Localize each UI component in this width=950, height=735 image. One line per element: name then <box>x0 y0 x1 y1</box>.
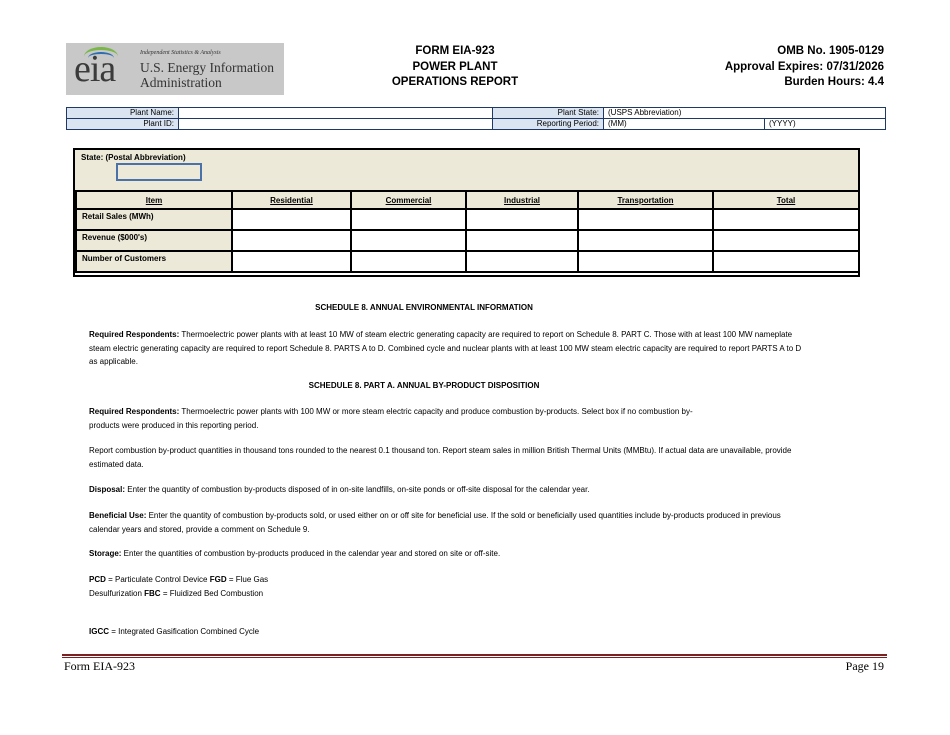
footer-page-number: Page 19 <box>845 659 884 673</box>
plant-state-label: Plant State: <box>493 108 604 119</box>
footer-divider <box>62 657 887 658</box>
logo-tagline: Independent Statistics & Analysis <box>140 50 221 56</box>
part-a-title: SCHEDULE 8. PART A. ANNUAL BY-PRODUCT DISPOSITION <box>308 381 540 390</box>
input-cell[interactable] <box>578 251 713 272</box>
disposal-text: Disposal: Enter the quantity of combustion by-products disposed of in on-site landfills, on-site ponds or off-site disposal for the calendar year. <box>89 485 590 494</box>
input-cell[interactable] <box>578 230 713 251</box>
input-cell[interactable] <box>713 209 859 230</box>
row-label: Revenue ($000's) <box>76 230 232 251</box>
input-cell[interactable] <box>232 230 351 251</box>
plant-name-label: Plant Name: <box>67 108 179 119</box>
plant-name-field[interactable] <box>179 108 493 119</box>
input-cell[interactable] <box>466 230 578 251</box>
storage-text: Storage: Enter the quantities of combustion by-products produced in the calendar year and stored on site or off-site. <box>89 549 501 558</box>
reporting-month-field[interactable]: (MM) <box>604 119 765 130</box>
omb-info: OMB No. 1905-0129 Approval Expires: 07/31/2026 Burden Hours: 4.4 <box>724 45 884 88</box>
table-row <box>76 209 859 230</box>
input-cell[interactable] <box>232 251 351 272</box>
input-cell[interactable] <box>466 209 578 230</box>
table-header-row <box>76 191 859 209</box>
schedule8-title: SCHEDULE 8. ANNUAL ENVIRONMENTAL INFORMATION <box>315 303 533 312</box>
beneficial-use-text: Beneficial Use: Enter the quantity of combustion by-products sold, or used either on or off site for beneficial use. If the sold or beneficially used quantities include by-products produced in previous calendar years and stored, provide a comment on Schedule 9. <box>89 511 781 534</box>
state-header <box>75 150 858 192</box>
input-cell[interactable] <box>466 251 578 272</box>
row-label: Retail Sales (MWh) <box>76 209 232 230</box>
input-cell[interactable] <box>232 209 351 230</box>
schedule8-required-respondents: Required Respondents: Thermoelectric power plants with at least 10 MW of steam electric generating capacity are required to report on Schedule 8. PART C. Those with at least 100 MW nameplate steam electric generating capacity are required to report Schedule 8. PARTS A to D. Combined cycle and nuclear plants with at least 100 MW steam electric capacity are required to report PARTS A to D as applicable. <box>89 330 802 366</box>
reporting-year-field[interactable]: (YYYY) <box>765 119 886 130</box>
input-cell[interactable] <box>713 230 859 251</box>
state-sales-section <box>73 148 860 277</box>
input-cell[interactable] <box>351 230 466 251</box>
footer-form-name: Form EIA-923 <box>64 659 135 673</box>
column-header: Residential <box>232 191 351 209</box>
plant-state-field[interactable]: (USPS Abbreviation) <box>604 108 886 119</box>
column-header: Industrial <box>466 191 578 209</box>
igcc-text: IGCC = Integrated Gasification Combined Cycle <box>89 627 260 636</box>
logo-org-name: U.S. Energy Information Administration <box>140 60 274 90</box>
state-label: State: (Postal Abbreviation) <box>81 153 186 162</box>
table-row <box>76 251 859 272</box>
logo-acronym: eia <box>74 48 116 90</box>
plant-id-field[interactable] <box>179 119 493 130</box>
eia-logo <box>66 43 284 95</box>
column-header: Commercial <box>351 191 466 209</box>
column-header: Transportation <box>578 191 713 209</box>
row-label: Number of Customers <box>76 251 232 272</box>
part-a-required-respondents: Required Respondents: Thermoelectric power plants with 100 MW or more steam electric capacity and produce combustion by-products. Select box if no combustion by-products were produced in this reporting period. <box>89 407 693 430</box>
column-header: Total <box>713 191 859 209</box>
reporting-period-label: Reporting Period: <box>493 119 604 130</box>
report-instructions: Report combustion by-product quantities in thousand tons rounded to the nearest 0.1 thousand ton. Report steam sales in million British Thermal Units (MMBtu). If actual data are unavailable, provide estimated data. <box>89 446 792 469</box>
state-input[interactable] <box>116 163 202 181</box>
input-cell[interactable] <box>351 209 466 230</box>
footer-divider <box>62 654 887 656</box>
input-cell[interactable] <box>351 251 466 272</box>
plant-id-label: Plant ID: <box>67 119 179 130</box>
retail-sales-table <box>75 190 860 273</box>
form-title: FORM EIA-923 POWER PLANT OPERATIONS REPORT <box>391 45 519 88</box>
plant-info-table <box>66 107 886 130</box>
abbreviations-text: PCD = Particulate Control Device FGD = Flue Gas Desulfurization FBC = Fluidized Bed Combustion <box>89 575 269 598</box>
input-cell[interactable] <box>713 251 859 272</box>
column-header: Item <box>76 191 232 209</box>
table-row <box>76 230 859 251</box>
input-cell[interactable] <box>578 209 713 230</box>
